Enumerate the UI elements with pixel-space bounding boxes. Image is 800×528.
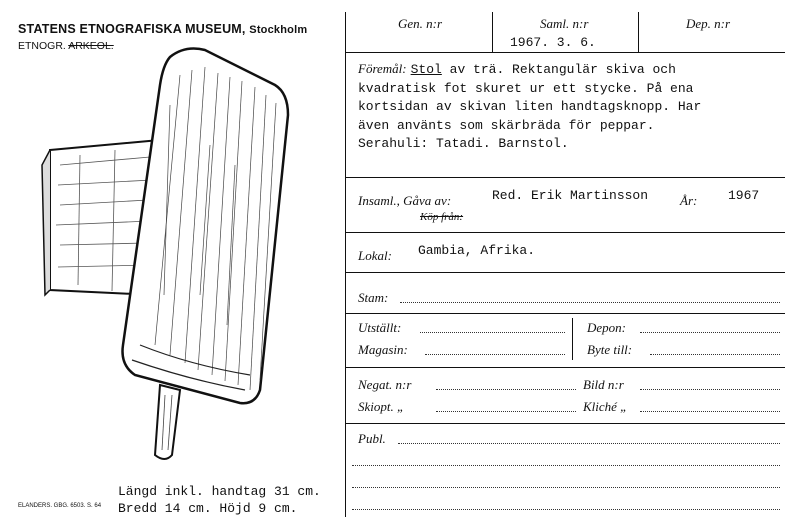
year-value: 1967	[728, 188, 760, 203]
arkeol-label: ARKEOL.	[68, 40, 114, 52]
divider-storage	[572, 318, 573, 360]
gen-nr-label: Gen. n:r	[398, 16, 443, 31]
bild-dotted-line	[640, 389, 780, 390]
card-left-border	[345, 12, 346, 517]
publ-dotted-line-2	[352, 465, 780, 466]
foremal-line-3: kortsidan av skivan liten handtagsknopp. Har	[358, 99, 702, 114]
divider-gen-saml	[492, 12, 493, 52]
dep-nr-label: Dep. n:r	[686, 16, 731, 31]
lokal-value: Gambia, Afrika.	[418, 243, 536, 258]
negat-dotted-line	[436, 389, 576, 390]
negat-label: Negat. n:r	[358, 377, 412, 392]
byte-dotted-line	[650, 354, 780, 355]
stam-label: Stam:	[358, 290, 389, 305]
etnogr-label: ETNOGR.	[18, 40, 66, 52]
foremal-line-4: även använts som skärbräda för peppar.	[358, 117, 655, 133]
measurement-width-height: Bredd 14 cm. Höjd 9 cm.	[118, 501, 298, 516]
measurement-length: Längd inkl. handtag 31 cm.	[118, 484, 321, 499]
insaml-label: Insaml., Gåva av:	[358, 193, 452, 208]
foremal-section	[358, 60, 701, 154]
rule-photo	[345, 423, 785, 424]
byte-label: Byte till:	[587, 342, 633, 357]
magasin-dotted-line	[425, 354, 565, 355]
magasin-label: Magasin:	[358, 342, 408, 357]
skioppt-label: Skiopt. „	[358, 399, 405, 414]
publ-dotted-line-1	[398, 443, 780, 444]
rule-insaml	[345, 232, 785, 233]
rule-lokal	[345, 272, 785, 273]
foremal-line-5: Serahuli: Tatadi. Barnstol.	[358, 136, 569, 151]
stam-dotted-line	[400, 302, 780, 303]
kop-fran-label: Köp från:	[420, 211, 464, 223]
foremal-line-2: kvadratisk fot skuret ur ett stycke. På ena	[358, 80, 694, 96]
utstallt-label: Utställt:	[358, 320, 402, 335]
depon-dotted-line	[640, 332, 780, 333]
printer-mark: ELANDERS. GBG. 6503. S. 64	[18, 503, 102, 509]
divider-saml-dep	[638, 12, 639, 52]
museum-city: Stockholm	[249, 24, 308, 36]
rule-foremal	[345, 177, 785, 178]
year-label: År:	[680, 193, 698, 208]
rule-storage	[345, 367, 785, 368]
rule-numbers	[345, 52, 785, 53]
bild-label: Bild n:r	[583, 377, 624, 392]
museum-title: STATENS ETNOGRAFISKA MUSEUM,	[18, 22, 246, 36]
publ-dotted-line-3	[352, 487, 780, 488]
saml-nr-value: 1967. 3. 6.	[510, 35, 596, 50]
lokal-label: Lokal:	[358, 248, 392, 263]
museum-name	[18, 22, 307, 36]
rule-stam	[345, 313, 785, 314]
foremal-line-1: av trä. Rektangulär skiva och	[441, 62, 676, 77]
publ-dotted-line-4	[352, 509, 780, 510]
object-name: Stol	[410, 62, 442, 77]
utstallt-dotted-line	[420, 332, 565, 333]
depon-label: Depon:	[587, 320, 626, 335]
kliche-label: Kliché „	[583, 399, 628, 414]
publ-label: Publ.	[358, 431, 386, 446]
foremal-label: Föremål:	[358, 61, 407, 76]
kliche-dotted-line	[640, 411, 780, 412]
saml-nr-label: Saml. n:r	[540, 16, 589, 31]
skioppt-dotted-line	[436, 411, 576, 412]
donor-name: Red. Erik Martinsson	[492, 188, 649, 203]
stool-illustration	[20, 45, 320, 465]
